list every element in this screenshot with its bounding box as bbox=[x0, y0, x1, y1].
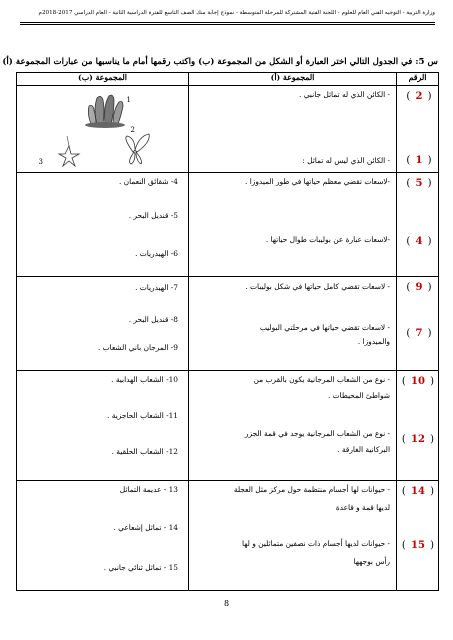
group-a-cell bbox=[189, 86, 397, 173]
group-a-item: - حيوانات لها أجسام منتظمة حول مركز مثل العجلة bbox=[233, 485, 390, 494]
header-rule bbox=[20, 22, 435, 23]
page-header: وزارة التربية - التوجيه الفني العام للعلوم - اللجنة الفنية المشتركة للمرحلة المتوسطة - نموذج إجابة منك الصف التاسع للفترة الدراسية الثانية - العام الدراسي 2017-2018م bbox=[38, 10, 435, 16]
group-a-cell bbox=[189, 371, 397, 481]
group-b-item: 14 - تماثل إشعاعي . bbox=[113, 523, 178, 532]
answer-box: ( 14 ) bbox=[401, 486, 434, 497]
group-b-item: 5- قنديل البحر . bbox=[128, 211, 178, 220]
sponge-icon bbox=[85, 95, 125, 128]
header-rule-2 bbox=[20, 24, 435, 25]
answer-cell bbox=[397, 173, 439, 277]
answer-box: ( 9 ) bbox=[406, 282, 432, 293]
answer-box: ( 15 ) bbox=[401, 540, 434, 551]
table-row bbox=[17, 277, 439, 371]
group-b-item: 4- شقائق النعمان . bbox=[118, 177, 178, 186]
group-b-item: 6- الهيدريات . bbox=[135, 249, 178, 258]
group-b-cell bbox=[17, 371, 189, 481]
group-a-item: - الكائن الذي له تماثل جانبي . bbox=[299, 90, 390, 99]
group-b-item: 15 - تماثل ثنائي جانبي . bbox=[103, 563, 178, 572]
answer-box: ( 10 ) bbox=[401, 376, 434, 387]
answer-box: ( 7 ) bbox=[406, 328, 432, 339]
answer-cell bbox=[397, 277, 439, 371]
figure-label-2: 2 bbox=[130, 126, 135, 134]
table-row bbox=[17, 173, 439, 277]
group-b-item: 12- الشعاب الحلقية . bbox=[111, 447, 178, 456]
question-title: س 5: في الجدول التالي اختر العبارة أو الشكل من المجموعة (ب) واكتب رقمها أمام ما يناسبها من عبارات المجموعة (أ) bbox=[2, 57, 438, 67]
group-a-cell bbox=[189, 481, 397, 591]
answer-cell bbox=[397, 86, 439, 173]
butterfly-icon bbox=[126, 134, 149, 164]
group-a-item: - لاسعات تقضي حياتها في مرحلتي البوليب bbox=[259, 323, 390, 332]
group-a-cell bbox=[189, 173, 397, 277]
group-a-item: والميدوزا . bbox=[357, 337, 390, 346]
table-row bbox=[17, 371, 439, 481]
group-b-item: 13 - عديمة التماثل bbox=[119, 485, 178, 494]
group-a-item: - حيوانات لديها أجسام ذات نصفين متماثلين و لها bbox=[241, 539, 390, 548]
table-row bbox=[17, 86, 439, 173]
table-row bbox=[17, 481, 439, 591]
figure-label-3: 3 bbox=[38, 158, 43, 166]
answer-cell bbox=[397, 371, 439, 481]
answer-box: ( 4 ) bbox=[406, 236, 432, 247]
group-a-item: - نوع من الشعاب المرجانية يوجد في قمة الجزر bbox=[244, 429, 390, 438]
group-a-item: - نوع من الشعاب المرجانية يكون بالقرب من bbox=[253, 375, 390, 384]
answer-box: ( 12 ) bbox=[401, 434, 434, 445]
group-b-figures-cell bbox=[17, 86, 189, 173]
answer-box: ( 1 ) bbox=[406, 155, 432, 166]
group-b-item: 8- قنديل البحر . bbox=[128, 315, 178, 324]
group-a-cell bbox=[189, 277, 397, 371]
group-b-item: 7- الهيدريات . bbox=[135, 283, 178, 292]
group-b-item: 10- الشعاب الهدابية . bbox=[111, 375, 178, 384]
answer-box: ( 5 ) bbox=[406, 178, 432, 189]
group-a-item: -لاسعات تقضي معظم حياتها في طور الميدوزا . bbox=[245, 177, 390, 186]
group-a-item: - الكائن الذي ليس له تماثل : bbox=[302, 156, 390, 165]
starfish-icon bbox=[59, 136, 79, 166]
figure-label-1: 1 bbox=[126, 96, 131, 104]
answer-cell bbox=[397, 481, 439, 591]
group-b-item: 9- المرجان باني الشعاب . bbox=[97, 343, 178, 352]
col-b-header: المجموعة (ب) bbox=[17, 73, 189, 86]
organisms-figure bbox=[39, 90, 179, 170]
group-a-item: لديها قمة و قاعدة bbox=[335, 503, 390, 512]
group-b-cell bbox=[17, 173, 189, 277]
col-a-header: المجموعة (أ) bbox=[189, 73, 397, 86]
page-number: 8 bbox=[223, 599, 230, 608]
table-header-row bbox=[17, 73, 439, 86]
col-num-header: الرقم bbox=[397, 73, 439, 86]
group-a-item: - لاسعات تقضي كامل حياتها في شكل بوليبات . bbox=[245, 282, 390, 291]
group-a-item: شواطئ المحيطات . bbox=[327, 391, 390, 400]
group-a-item: رأس بوجهها bbox=[353, 557, 390, 566]
matching-table bbox=[16, 72, 439, 591]
group-b-cell bbox=[17, 277, 189, 371]
group-b-item: 11- الشعاب الحاجزية . bbox=[107, 411, 178, 420]
group-b-cell bbox=[17, 481, 189, 591]
group-a-item: -لاسعات عبارة عن بوليبات طوال حياتها . bbox=[265, 235, 390, 244]
answer-box: ( 2 ) bbox=[406, 91, 432, 102]
group-a-item: البركانية الغارقة . bbox=[337, 445, 390, 454]
